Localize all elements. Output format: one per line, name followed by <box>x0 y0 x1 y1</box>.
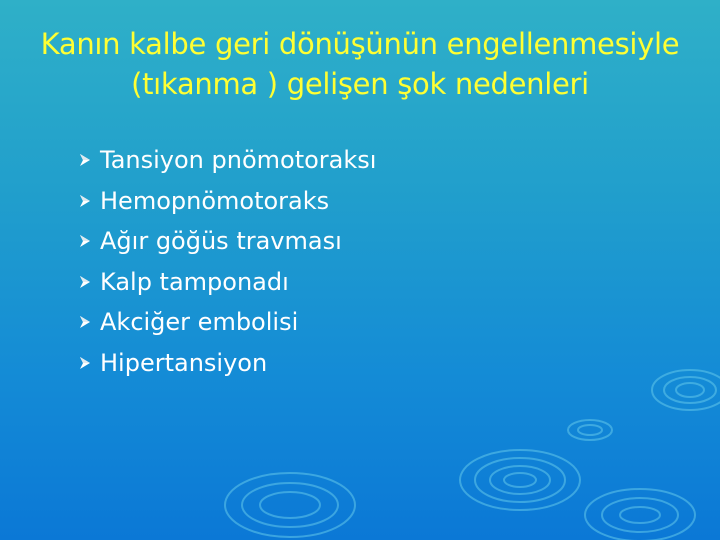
arrow-bullet-icon <box>78 356 92 370</box>
bullet-list <box>78 140 376 383</box>
list-item <box>78 302 376 343</box>
list-item <box>78 343 376 384</box>
slide-title-line-2: (tıkanma ) gelişen şok nedenleri <box>131 67 589 101</box>
arrow-bullet-icon <box>78 194 92 208</box>
list-item-label: Hemopnömotoraks <box>100 186 330 215</box>
list-item <box>78 181 376 222</box>
arrow-bullet-icon <box>78 153 92 167</box>
arrow-bullet-icon <box>78 315 92 329</box>
list-item-label: Kalp tamponadı <box>100 267 289 296</box>
slide-title <box>20 24 700 104</box>
list-item <box>78 140 376 181</box>
slide-title-line-1: Kanın kalbe geri dönüşünün engellenmesiyle <box>40 27 680 61</box>
list-item-label: Hipertansiyon <box>100 348 268 377</box>
list-item-label: Akciğer embolisi <box>100 308 299 337</box>
list-item-label: Tansiyon pnömotoraksı <box>100 146 377 175</box>
list-item <box>78 262 376 303</box>
list-item <box>78 221 376 262</box>
list-item-label: Ağır göğüs travması <box>100 227 342 256</box>
arrow-bullet-icon <box>78 275 92 289</box>
arrow-bullet-icon <box>78 234 92 248</box>
